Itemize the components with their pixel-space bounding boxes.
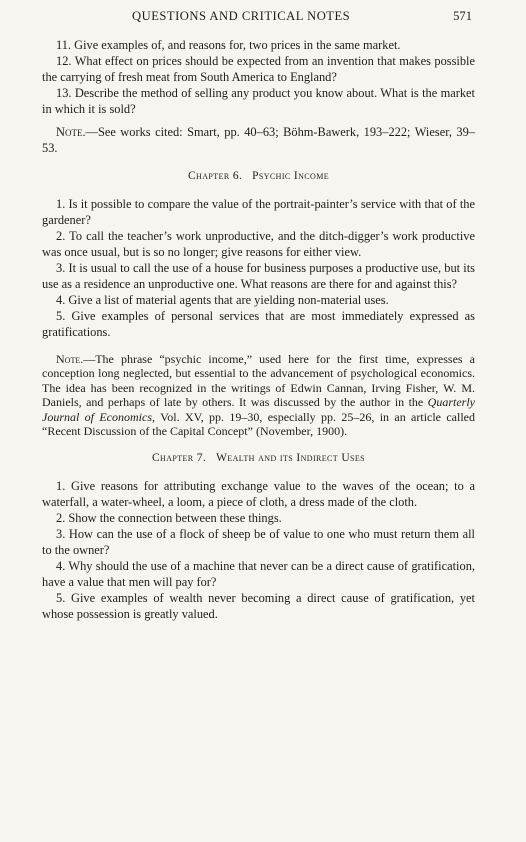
ch6-question-1: 1. Is it possible to compare the value of the portrait-painter’s service with that of the gardener? <box>42 197 475 227</box>
note-text-part-2: , Vol. XV, pp. 19–30, especially pp. 25–26, in an article called “Recent Discussion of the Capital Concept” (November, 1900). <box>42 409 475 439</box>
chapter-label: Chapter 6. <box>187 170 243 182</box>
journal-title: Quarterly Journal of Economics <box>42 395 475 424</box>
question-11: 11. Give examples of, and reasons for, two prices in the same market. <box>56 38 401 52</box>
note-text-part-1: —The phrase “psychic income,” used here for the first time, expresses a conception long neglected, but essential to the advancement of psychological economics. The idea has been recognized in the writings of Edwin Cannan, Irving Fisher, W. M. Daniels, and perhaps of late by others. It was discussed by the author in the <box>42 352 475 410</box>
ch7-question-1: 1. Give reasons for attributing exchange value to the waves of the ocean; to a waterfall, a water-wheel, a loom, a piece of cloth, a dress made of the cloth. <box>42 479 475 510</box>
page-number: 571 <box>453 9 472 23</box>
ch7-question-4: 4. Why should the use of a machine that never can be a direct cause of gratification, have a value that men will pay for? <box>42 559 475 590</box>
chapter-title: Psychic Income <box>252 170 330 182</box>
note-label: Note. <box>56 352 84 366</box>
ch6-question-3: 3. It is usual to call the use of a house for business purposes a productive use, but its use as a residence an unproductive one. What reasons are there for and against this? <box>42 261 475 291</box>
question-13: 13. Describe the method of selling any product you know about. What is the market in which it is sold? <box>42 86 475 116</box>
ch7-question-2: 2. Show the connection between these things. <box>56 511 282 526</box>
chapter-7-heading <box>42 450 475 466</box>
running-head <box>132 9 472 24</box>
note-block-2 <box>42 352 475 438</box>
chapter-title: Wealth and its Indirect Uses <box>216 452 366 465</box>
question-12: 12. What effect on prices should be expected from an invention that makes possible the carrying of fresh meat from South America to England? <box>42 54 475 84</box>
ch6-question-4: 4. Give a list of material agents that are yielding non-material uses. <box>56 293 389 307</box>
page-body <box>42 37 475 622</box>
ch6-question-2: 2. To call the teacher’s work unproductive, and the ditch-digger’s work productive was once usual, but is so no longer; give reasons for either view. <box>42 229 475 259</box>
note-text: —See works cited: Smart, pp. 40–63; Böhm-Bawerk, 193–222; Wieser, 39–53. <box>42 125 475 155</box>
note-block-1 <box>42 124 475 156</box>
chapter-label: Chapter 7. <box>151 452 207 465</box>
psychic-income-note <box>42 352 475 438</box>
ch6-question-5: 5. Give examples of personal services that are most immediately expressed as gratifications. <box>42 309 475 339</box>
chapter-6-heading <box>42 168 475 184</box>
ch7-question-5: 5. Give examples of wealth never becoming a direct cause of gratification, yet whose possession is greatly valued. <box>42 591 475 622</box>
note-label: Note. <box>56 125 86 139</box>
running-title: QUESTIONS AND CRITICAL NOTES <box>132 9 351 23</box>
ch7-question-3: 3. How can the use of a flock of sheep be of value to one who must return them all to the owner? <box>42 527 475 558</box>
